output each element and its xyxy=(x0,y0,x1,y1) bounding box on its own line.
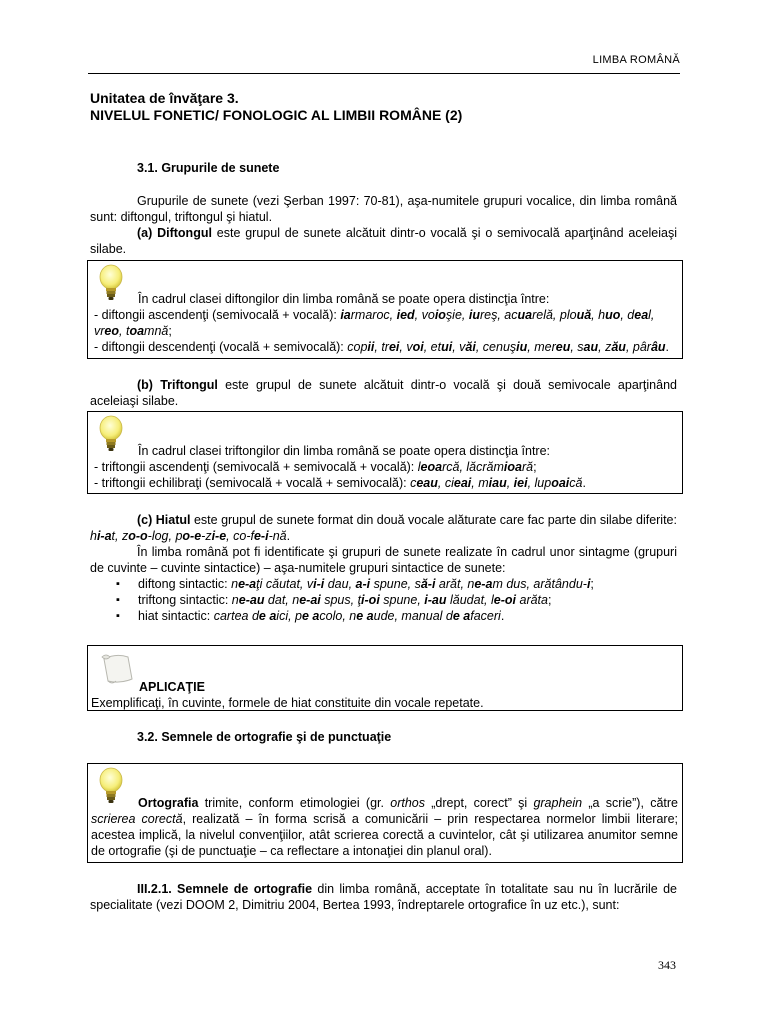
ortografia-text: Ortografia trimite, conform etimologiei (gr. orthos „drept, corect” şi graphein „a scrie”), către scrierea corectă, realizată – în forma scrisă a comunicării – prin respectarea normelor limbii literare; acestea implică, la nivelul convenţiilor, atât scrierea corectă a cuvintelor, cât şi utilizarea anumitor semne de ortografie (şi de punctuaţie – ca reflectare a intonaţiei din planul oral). xyxy=(91,796,678,858)
running-header: LIMBA ROMÂNĂ xyxy=(592,54,680,66)
hiat-label: (c) Hiatul xyxy=(137,513,191,527)
box1-desc-label: - diftongii descendenţi (vocală + semivocală): xyxy=(94,340,348,354)
syntactic-groups-list xyxy=(90,576,677,624)
box2-balanced: - triftongii echilibraţi (semivocală + vocală + semivocală): ceau, cieai, miau, iei, lupoaică. xyxy=(94,476,586,490)
scroll-icon xyxy=(98,651,136,687)
box1-asc-label: - diftongii ascendenţi (semivocală + vocală): xyxy=(94,308,341,322)
box2-bal-label: - triftongii echilibraţi (semivocală + vocală + semivocală): xyxy=(94,476,411,490)
unit-title-line1: Unitatea de învăţare 3. xyxy=(90,90,239,106)
hiat-section xyxy=(90,512,677,624)
hiat-definition: (c) Hiatul este grupul de sunete format din două vocale alăturate care fac parte din silabe diferite: hi-at, zo-o-log, po-e-zi-e, co-fe-i-nă. xyxy=(90,513,677,543)
box1-descending: - diftongii descendenţi (vocală + semivocală): copii, trei, voi, etui, văi, cenuşiu, mereu, sau, zău, pârâu. xyxy=(94,340,670,354)
box2-asc-label: - triftongii ascendenţi (semivocală + semivocală + vocală): xyxy=(94,460,418,474)
header-rule xyxy=(88,73,680,74)
note-box-ortografia xyxy=(87,763,683,863)
semne-ortografie-label: III.2.1. Semnele de ortografie xyxy=(137,882,313,896)
box1-ascending: - diftongii ascendenţi (semivocală + vocală): iarmaroc, ied, voioşie, iureş, acuarelă, plouă, huo, deal, vreo, toamnă; xyxy=(94,308,655,338)
triftong-definition xyxy=(90,377,677,409)
page-number: 343 xyxy=(658,958,676,972)
syntactic-groups-intro: În limba română pot fi identificate şi grupuri de sunete realizate în cadrul unor sintagme (grupuri de cuvinte – cuvinte sintactice) – aşa-numitele grupuri sintactice de sunete: xyxy=(90,545,677,575)
unit-title xyxy=(90,90,462,124)
box2-intro: În cadrul clasei triftongilor din limba română se poate opera distincţia între: xyxy=(138,444,551,458)
application-text: Exemplificaţi, în cuvinte, formele de hiat constituite din vocale repetate. xyxy=(91,696,484,710)
semne-ortografie-text: din limba română, acceptate în totalitate sau nu în lucrările de specialitate (vezi DOOM 2, Dimitriu 2004, Bertea 1993, îndreptarele ortografice în uz etc.), sunt: xyxy=(90,882,677,912)
note-box-triftongi xyxy=(87,411,683,494)
diftong-text: este grupul de sunete alcătuit dintr-o vocală şi o semivocală aparţinând aceleiaşi silabe. xyxy=(90,226,678,256)
diftong-definition xyxy=(90,225,677,257)
intro-paragraph xyxy=(90,193,677,257)
application-box xyxy=(87,645,683,711)
hiat-text: este grupul de sunete format din două vocale alăturate care fac parte din silabe diferite: xyxy=(190,513,677,527)
intro-text: Grupurile de sunete (vezi Şerban 1997: 70-81), aşa-numitele grupuri vocalice, din limba română sunt: diftongul, triftongul şi hiatul. xyxy=(90,194,677,224)
list-item: ▪ triftong sintactic: ne-au dat, ne-ai spus, ţi-oi spune, i-au lăudat, le-oi arăta; xyxy=(90,592,677,608)
section-3-2-title: 3.2. Semnele de ortografie şi de punctuaţie xyxy=(137,730,392,744)
semne-ortografie-paragraph xyxy=(90,881,677,913)
box1-intro: În cadrul clasei diftongilor din limba română se poate opera distincţia între: xyxy=(138,292,550,306)
diftong-label: (a) Diftongul xyxy=(137,226,212,240)
triftong-text: este grupul de sunete alcătuit dintr-o vocală şi două semivocale aparţinând aceleiaşi silabe. xyxy=(90,378,677,408)
ortografia-term: Ortografia xyxy=(138,796,199,810)
unit-title-line2: NIVELUL FONETIC/ FONOLOGIC AL LIMBII ROMÂNE (2) xyxy=(90,107,463,123)
section-3-1-title: 3.1. Grupurile de sunete xyxy=(137,161,280,175)
note-box-diftongi xyxy=(87,260,683,359)
triftong-label: (b) Triftongul xyxy=(137,378,218,392)
application-title: APLICAŢIE xyxy=(139,680,205,694)
list-item: ▪ hiat sintactic: cartea de aici, pe acolo, ne aude, manual de afaceri. xyxy=(90,608,677,624)
box2-ascending: - triftongii ascendenţi (semivocală + semivocală + vocală): leoarcă, lăcrămioară; xyxy=(94,460,537,474)
list-item: ▪ diftong sintactic: ne-aţi căutat, vi-i dau, a-i spune, să-i arăt, ne-am dus, arătându-i; xyxy=(90,576,677,592)
